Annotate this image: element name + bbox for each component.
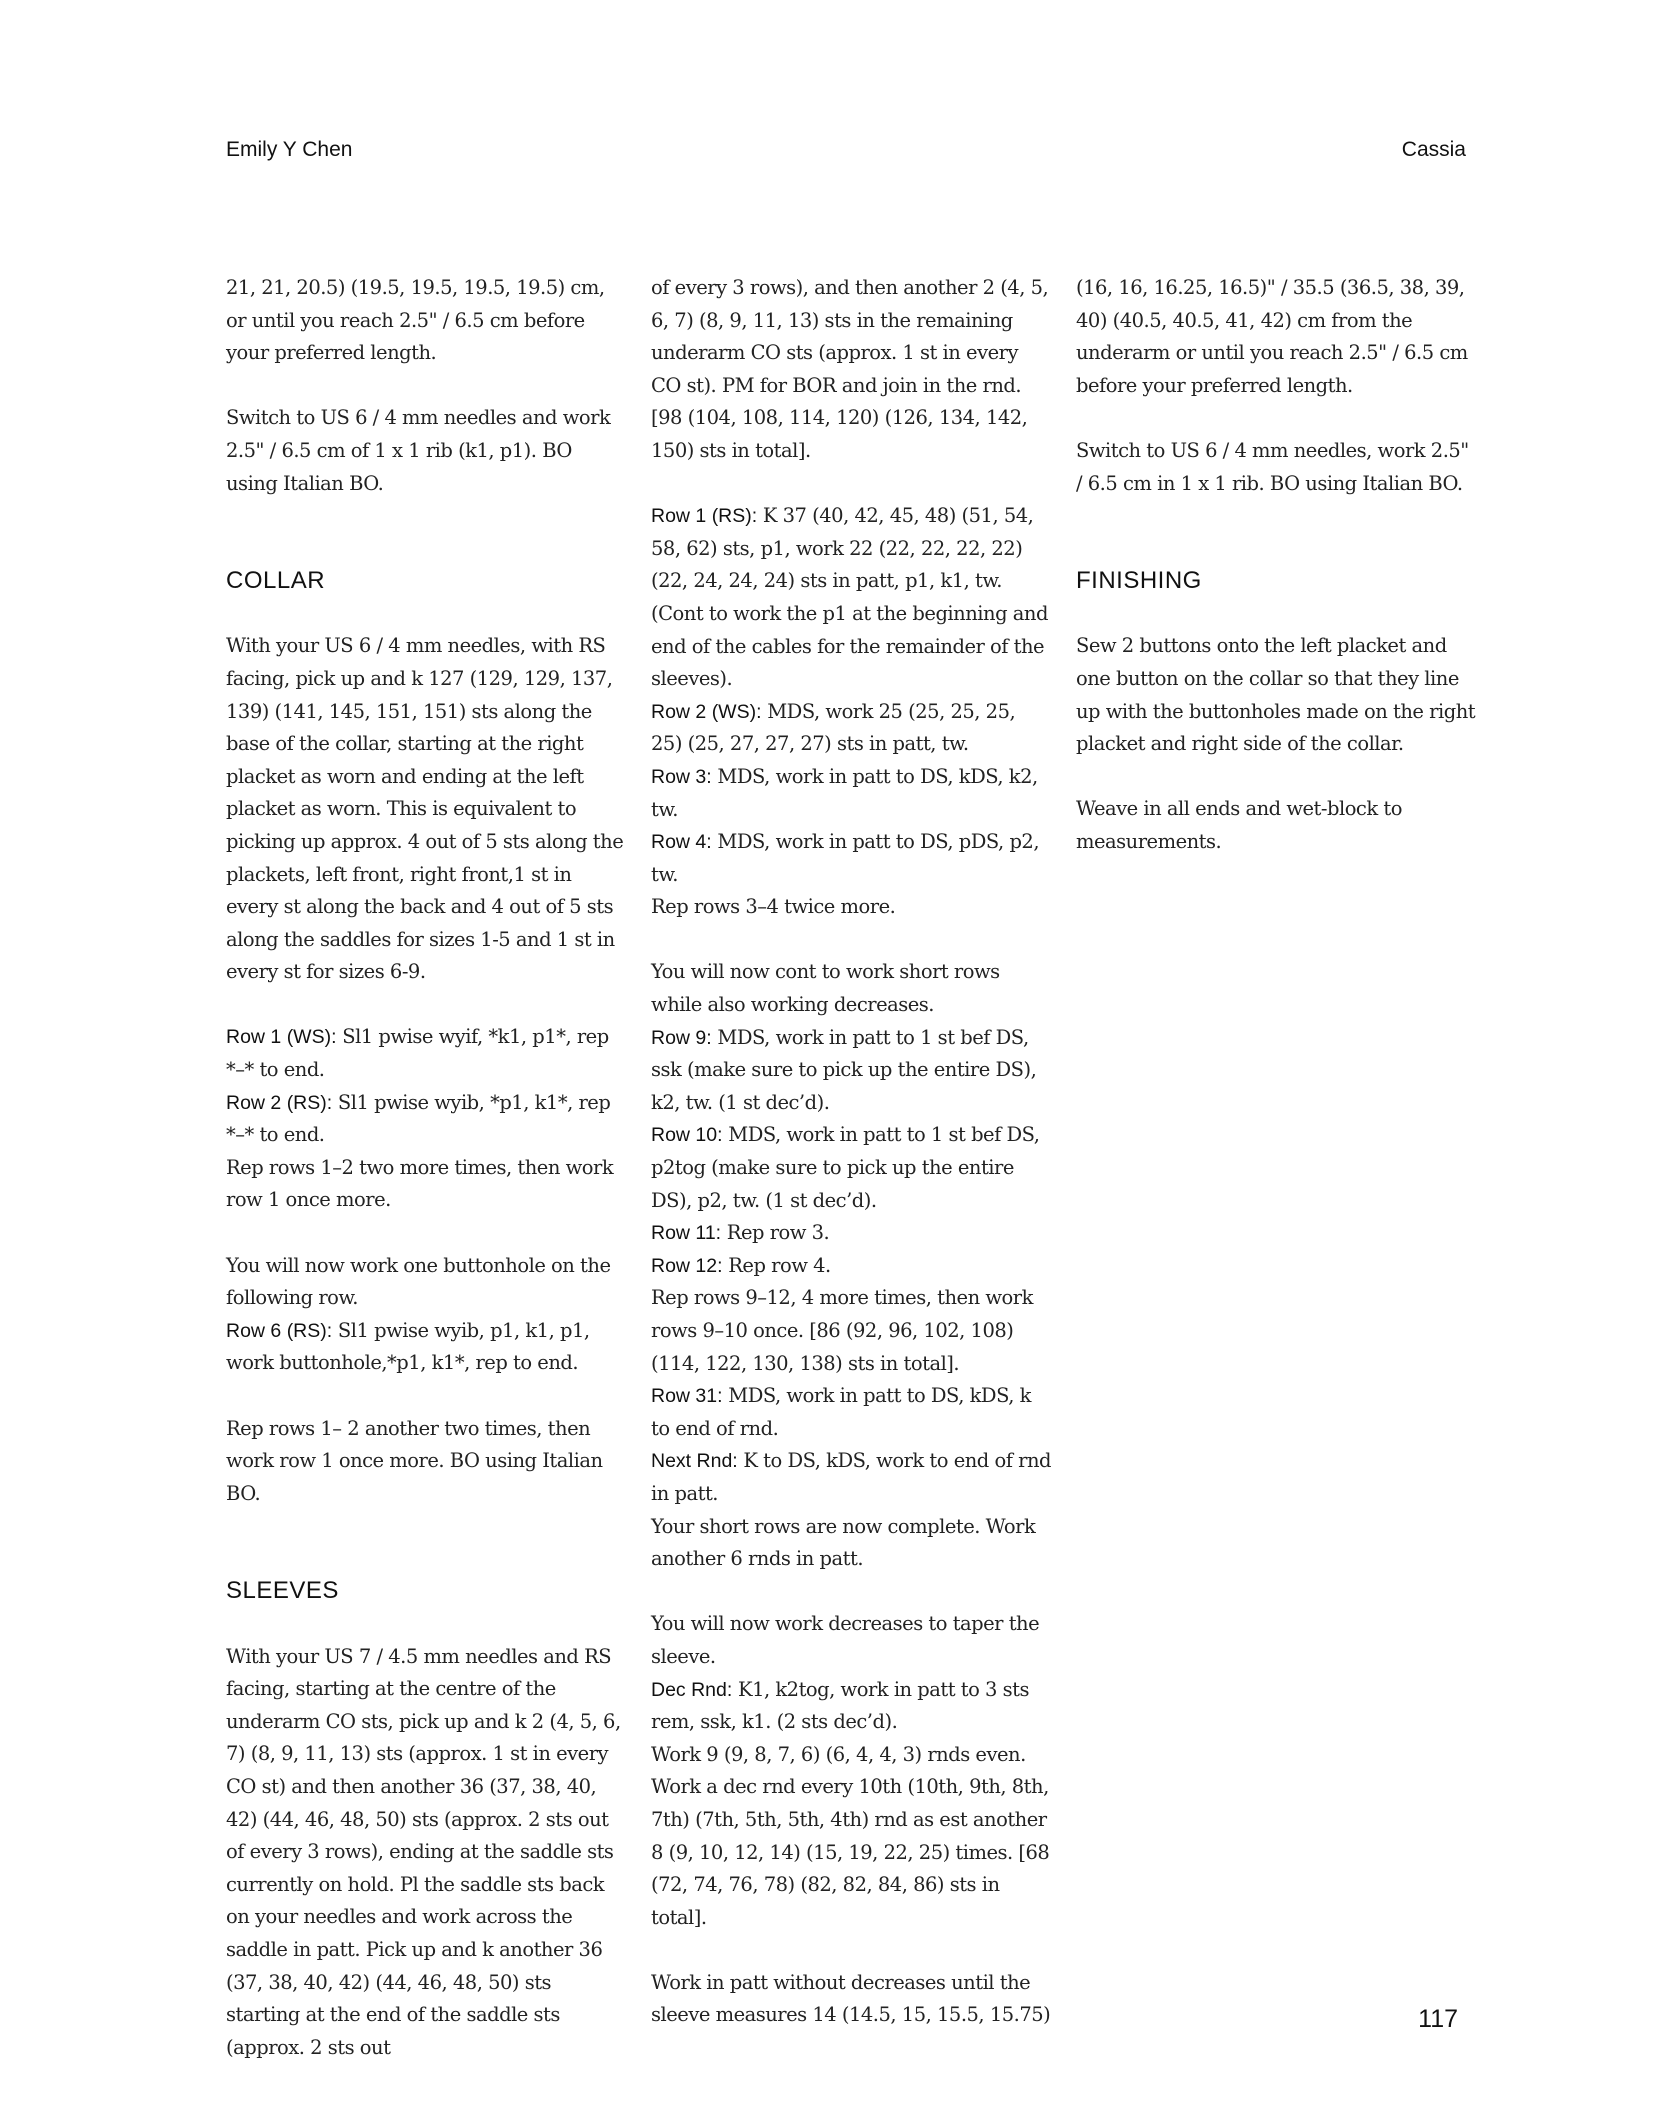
paragraph-weave-ends: Weave in all ends and wet-block to measurements.: [1076, 797, 1402, 853]
row-text: Rep row 4.: [722, 1253, 831, 1277]
row-label: Row 6 (RS):: [226, 1319, 333, 1342]
sleeve-row-12: [651, 1250, 1051, 1283]
row-label: Row 1 (WS):: [226, 1026, 337, 1049]
section-heading-finishing: FINISHING: [1076, 567, 1202, 595]
row-text: K 37 (40, 42, 45, 48) (51, 54, 58, 62) sts, p1, work 22 (22, 22, 22, 22) (22, 24, 24, 24) sts in patt, p1, k1, tw. (Cont to work the p1 at the beginning and end of the cables for the remainder of the sleeves).: [651, 504, 1048, 691]
collar-row-1: [226, 1021, 626, 1086]
paragraph-work-without-dec: Work in patt without decreases until the sleeve measures 14 (14.5, 15, 15.5, 15.75): [651, 1970, 1051, 2027]
row-label: Dec Rnd:: [651, 1678, 733, 1701]
sleeve-row-3: [651, 761, 1051, 826]
paragraph-sleeves-pickup: With your US 7 / 4.5 mm needles and RS facing, starting at the centre of the underarm CO sts, pick up and k 2 (4, 5, 6, 7) (8, 9, 11, 13) sts (approx. 1 st in every CO st) and then another 36 (37, 38, 40, 42) (44, 46, 48, 50) sts (approx. 2 sts out of every 3 rows), ending at the saddle sts currently on hold. Pl the saddle sts back on your needles and work across the saddle in patt. Pick up and k another 36 (37, 38, 40, 42) (44, 46, 48, 50) sts starting at the end of the saddle sts (approx. 2 sts out: [226, 1644, 621, 2059]
row-label: Row 4:: [651, 831, 712, 854]
column-2: [651, 272, 1051, 2032]
row-label: Row 2 (WS):: [651, 700, 762, 723]
row-text: MDS, work in patt to DS, kDS, k2, tw.: [651, 764, 1038, 821]
row-text: MDS, work in patt to 1 st bef DS, p2tog (make sure to pick up the entire DS), p2, tw. (1 st dec’d).: [651, 1123, 1040, 1212]
row-text: K to DS, kDS, work to end of rnd in patt.: [651, 1449, 1051, 1505]
row-text: MDS, work 25 (25, 25, 25, 25) (25, 27, 27, 27) sts in patt, tw.: [651, 699, 1016, 756]
row-text: MDS, work in patt to DS, kDS, k to end of rnd.: [651, 1384, 1031, 1440]
paragraph-collar-bind-off: Rep rows 1– 2 another two times, then work row 1 once more. BO using Italian BO.: [226, 1416, 603, 1505]
sleeve-row-10: [651, 1119, 1051, 1217]
sleeve-row-11: [651, 1217, 1051, 1250]
sleeve-work-even: Work 9 (9, 8, 7, 6) (6, 4, 4, 3) rnds even.: [651, 1742, 1026, 1766]
section-heading-collar: COLLAR: [226, 567, 326, 595]
page-number: 117: [1418, 2005, 1458, 2033]
sleeve-next-rnd: [651, 1445, 1051, 1510]
row-label: Row 10:: [651, 1124, 723, 1147]
row-label: Row 1 (RS):: [651, 505, 758, 528]
collar-repeat-rows: Rep rows 1–2 two more times, then work row 1 once more.: [226, 1155, 614, 1212]
column-3: [1076, 272, 1476, 859]
row-text: Rep row 3.: [721, 1221, 830, 1245]
section-heading-sleeves: SLEEVES: [226, 1577, 339, 1605]
running-header-author: Emily Y Chen: [226, 138, 353, 161]
paragraph-sleeves-continued: of every 3 rows), and then another 2 (4, 5, 6, 7) (8, 9, 11, 13) sts in the remaining underarm CO sts (approx. 1 st in every CO st). PM for BOR and join in the rnd. [98 (104, 108, 114, 120) (126, 134, 142, 150) sts in total].: [651, 276, 1049, 462]
paragraph-taper-intro: You will now work decreases to taper the sleeve.: [651, 1612, 1040, 1668]
row-label: Row 12:: [651, 1254, 723, 1277]
row-label: Next Rnd:: [651, 1450, 738, 1473]
row-text: Sl1 pwise wyib, p1, k1, p1, work buttonhole,*p1, k1*, rep to end.: [226, 1318, 590, 1375]
row-label: Row 31:: [651, 1385, 723, 1408]
sleeve-row-31: [651, 1380, 1051, 1445]
paragraph-collar-pickup: With your US 6 / 4 mm needles, with RS facing, pick up and k 127 (129, 129, 137, 139) (141, 145, 151, 151) sts along the base of the collar, starting at the right placket as worn and ending at the left placket as worn. This is equivalent to picking up approx. 4 out of 5 sts along the plackets, left front, right front,1 st in every st along the back and 4 out of 5 sts along the saddles for sizes 1-5 and 1 st in every st for sizes 6-9.: [226, 634, 624, 984]
paragraph-sew-buttons: Sew 2 buttons onto the left placket and one button on the collar so that they line up with the buttonholes made on the right placket and right side of the collar.: [1076, 634, 1476, 756]
paragraph-length-continued: 21, 21, 20.5) (19.5, 19.5, 19.5, 19.5) cm, or until you reach 2.5" / 6.5 cm before your preferred length.: [226, 276, 605, 365]
collar-row-2: [226, 1087, 626, 1152]
row-text: MDS, work in patt to 1 st bef DS, ssk (make sure to pick up the entire DS), k2, tw. (1 st dec’d).: [651, 1025, 1037, 1114]
sleeve-row-9: [651, 1022, 1051, 1120]
row-text: K1, k2tog, work in patt to 3 sts rem, ssk, k1. (2 sts dec’d).: [651, 1677, 1030, 1734]
row-label: Row 2 (RS):: [226, 1091, 333, 1114]
row-label: Row 11:: [651, 1222, 722, 1245]
sleeve-row-2: [651, 696, 1051, 761]
row-text: MDS, work in patt to DS, pDS, p2, tw.: [651, 830, 1040, 886]
paragraph-short-rows: You will now cont to work short rows while also working decreases.: [651, 960, 1000, 1017]
paragraph-buttonhole-intro: You will now work one buttonhole on the following row.: [226, 1253, 611, 1310]
collar-row-6: [226, 1315, 626, 1380]
row-label: Row 3:: [651, 765, 712, 788]
paragraph-sleeve-rib: Switch to US 6 / 4 mm needles, work 2.5" / 6.5 cm in 1 x 1 rib. BO using Italian BO.: [1076, 438, 1469, 495]
sleeve-repeat-9-12: Rep rows 9–12, 4 more times, then work rows 9–10 once. [86 (92, 96, 102, 108) (114, 122, 130, 138) sts in total].: [651, 1286, 1033, 1375]
running-header-title: Cassia: [1401, 138, 1466, 161]
sleeve-row-4: [651, 826, 1051, 891]
paragraph-switch-needles: Switch to US 6 / 4 mm needles and work 2.5" / 6.5 cm of 1 x 1 rib (k1, p1). BO using Italian BO.: [226, 406, 611, 495]
sleeve-repeat-3-4: Rep rows 3–4 twice more.: [651, 895, 896, 919]
sleeve-row-1: [651, 500, 1051, 696]
row-text: Sl1 pwise wyib, *p1, k1*, rep *–* to end.: [226, 1090, 611, 1147]
short-rows-complete: Your short rows are now complete. Work another 6 rnds in patt.: [651, 1514, 1036, 1571]
column-1: [226, 272, 626, 2064]
sleeve-work-dec: Work a dec rnd every 10th (10th, 9th, 8th, 7th) (7th, 5th, 5th, 4th) rnd as est another 8 (9, 10, 12, 14) (15, 19, 22, 25) times. [68 (72, 74, 76, 78) (82, 82, 84, 86) sts in total].: [651, 1775, 1050, 1929]
row-text: Sl1 pwise wyif, *k1, p1*, rep *–* to end.: [226, 1025, 609, 1082]
row-label: Row 9:: [651, 1026, 712, 1049]
sleeve-dec-rnd: [651, 1674, 1051, 1739]
paragraph-sleeve-length: (16, 16, 16.25, 16.5)" / 35.5 (36.5, 38, 39, 40) (40.5, 40.5, 41, 42) cm from the underarm or until you reach 2.5" / 6.5 cm before your preferred length.: [1076, 276, 1468, 397]
